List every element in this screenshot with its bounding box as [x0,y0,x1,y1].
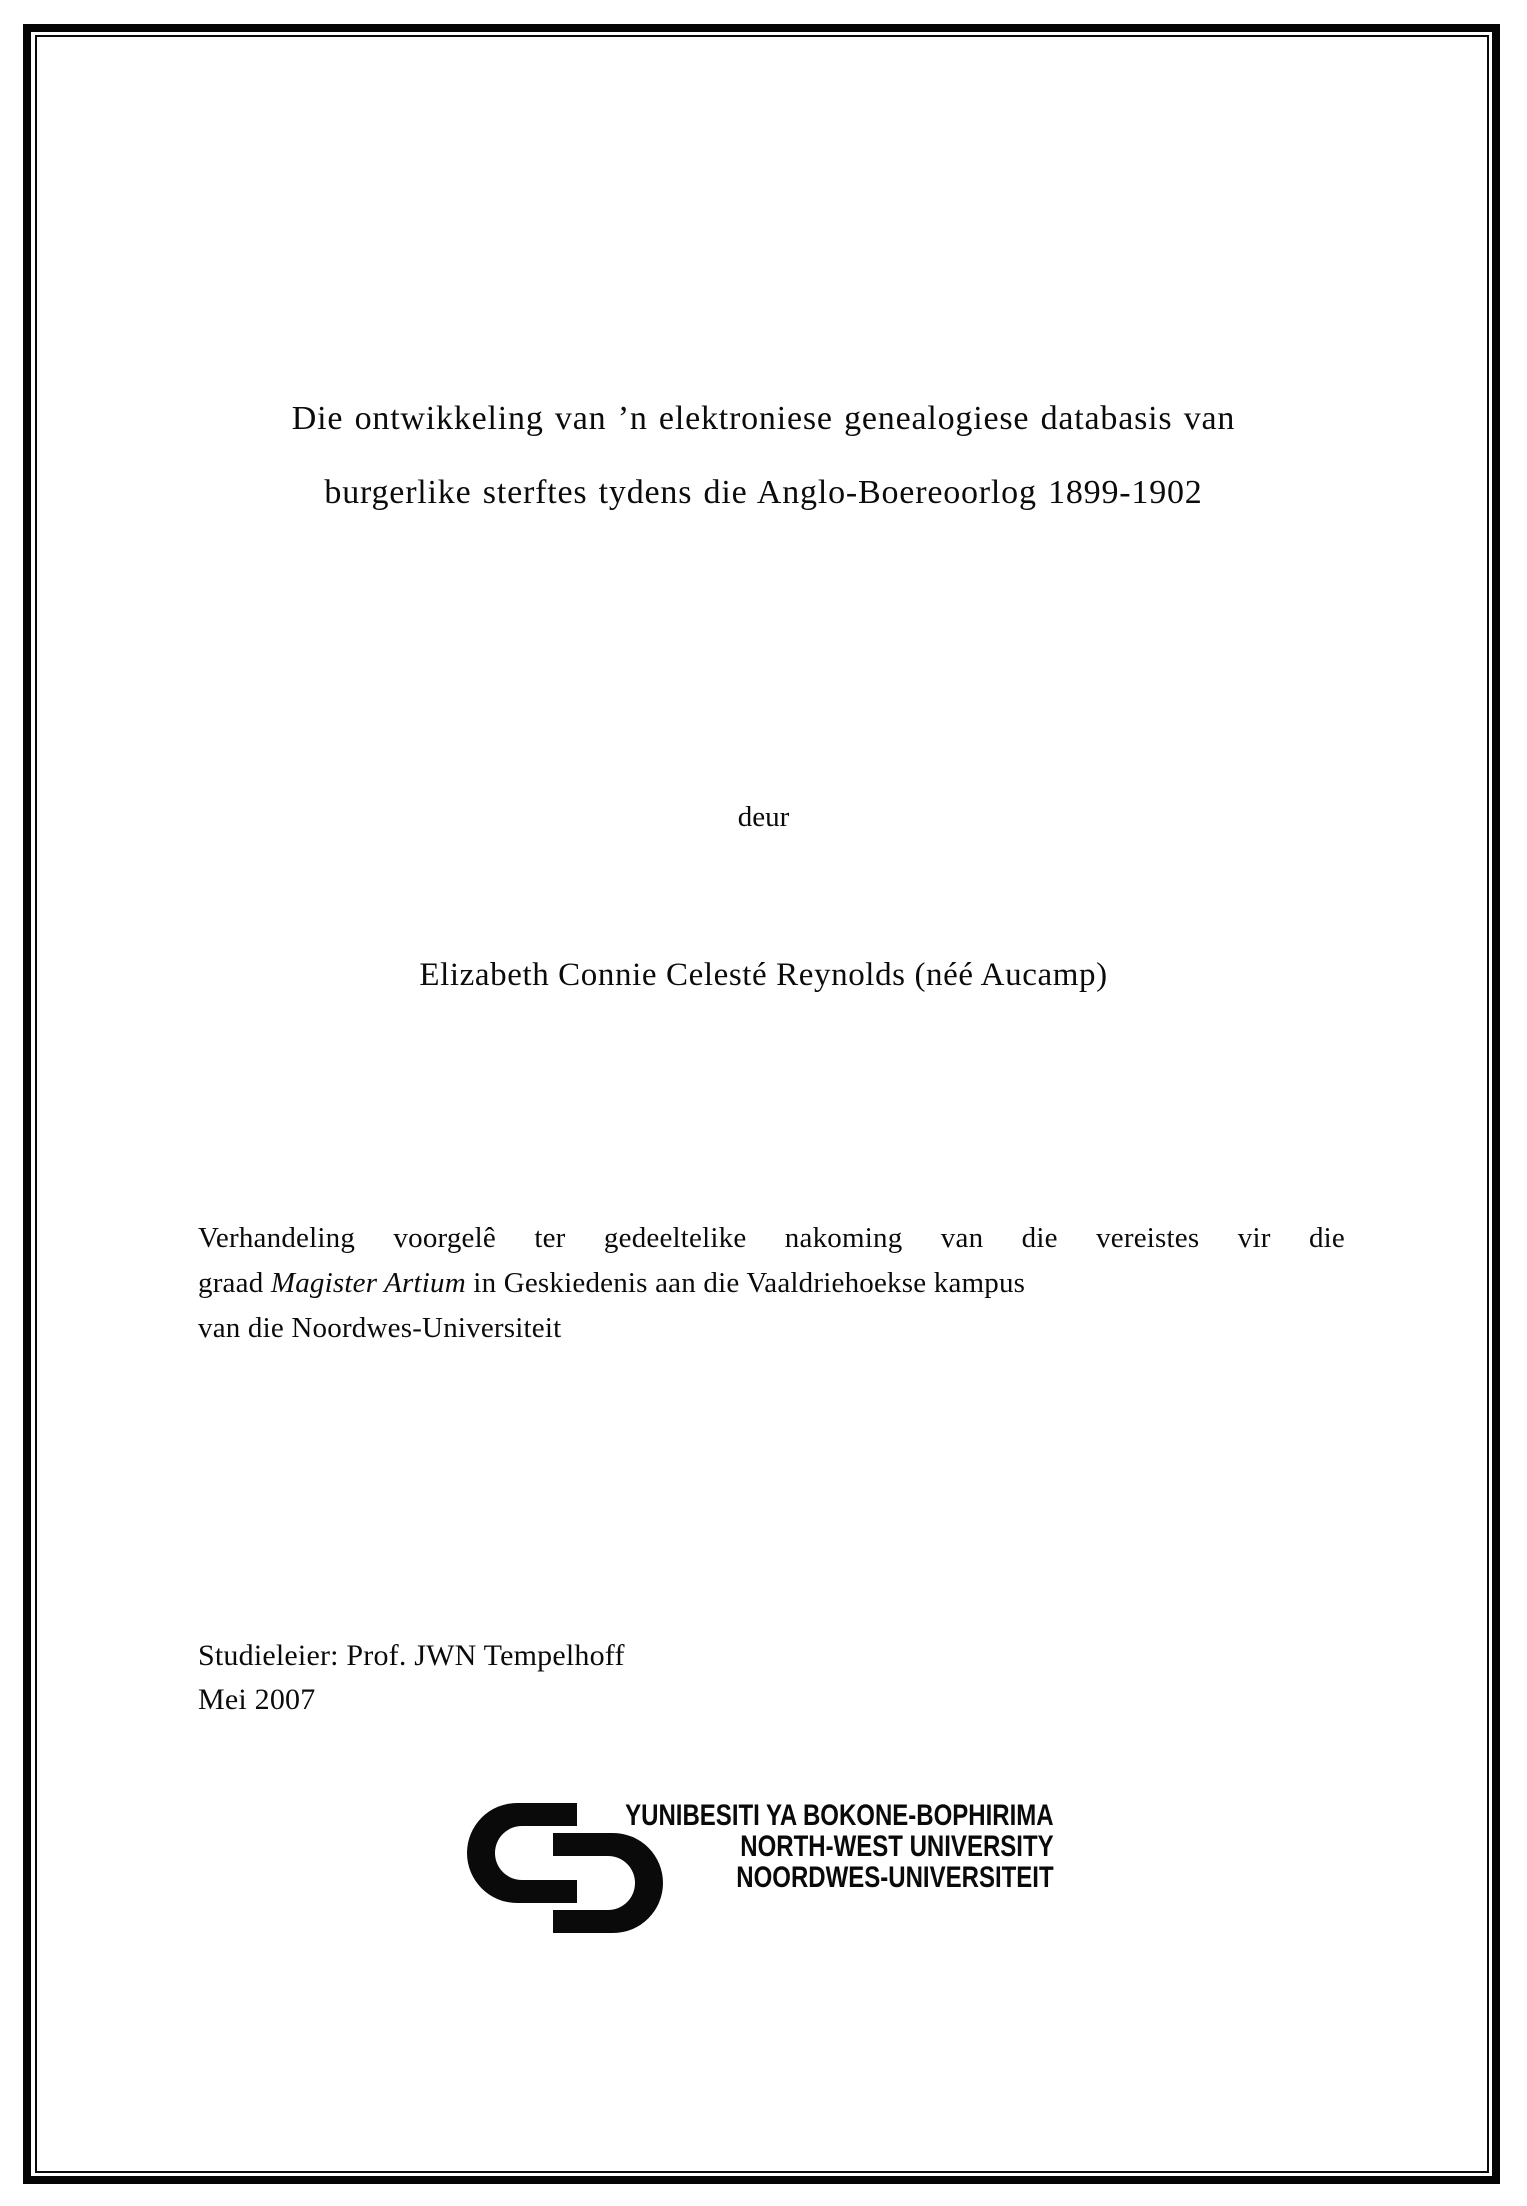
byline-deur: deur [737,801,790,833]
nwu-logo-wordmark [626,1800,1055,1893]
nwu-logo-line-setswana: YUNIBESITI YA BOKONE-BOPHIRIMA [625,1799,1054,1832]
date-line: Mei 2007 [198,1683,316,1716]
degree-statement-line-2-suffix: in Geskiedenis aan die Vaaldriehoekse kampus [465,1267,1026,1299]
nwu-logo-line-english: NORTH-WEST UNIVERSITY [740,1830,1054,1863]
degree-statement-line-1: Verhandeling voorgelê ter gedeeltelike nakoming van die vereistes vir die [198,1222,1345,1254]
thesis-title [60,382,1467,530]
supervisor-line: Studieleier: Prof. JWN Tempelhoff [198,1639,625,1672]
degree-statement-line-2 [198,1261,1345,1306]
degree-statement-line-2-prefix: graad [198,1267,271,1299]
author-name: Elizabeth Connie Celesté Reynolds (néé Aucamp) [419,957,1108,993]
thesis-title-line-1: Die ontwikkeling van ’n elektroniese genealogiese databasis van [291,400,1236,437]
supervisor-block [198,1634,625,1722]
degree-statement [198,1216,1345,1351]
thesis-title-line-2: burgerlike sterftes tydens die Anglo-Boereoorlog 1899-1902 [324,474,1203,511]
degree-statement-line-3: van die Noordwes-Universiteit [198,1312,562,1344]
degree-name-italic: Magister Artium [270,1267,466,1299]
nwu-logo-line-afrikaans: NOORDWES-UNIVERSITEIT [736,1861,1054,1894]
